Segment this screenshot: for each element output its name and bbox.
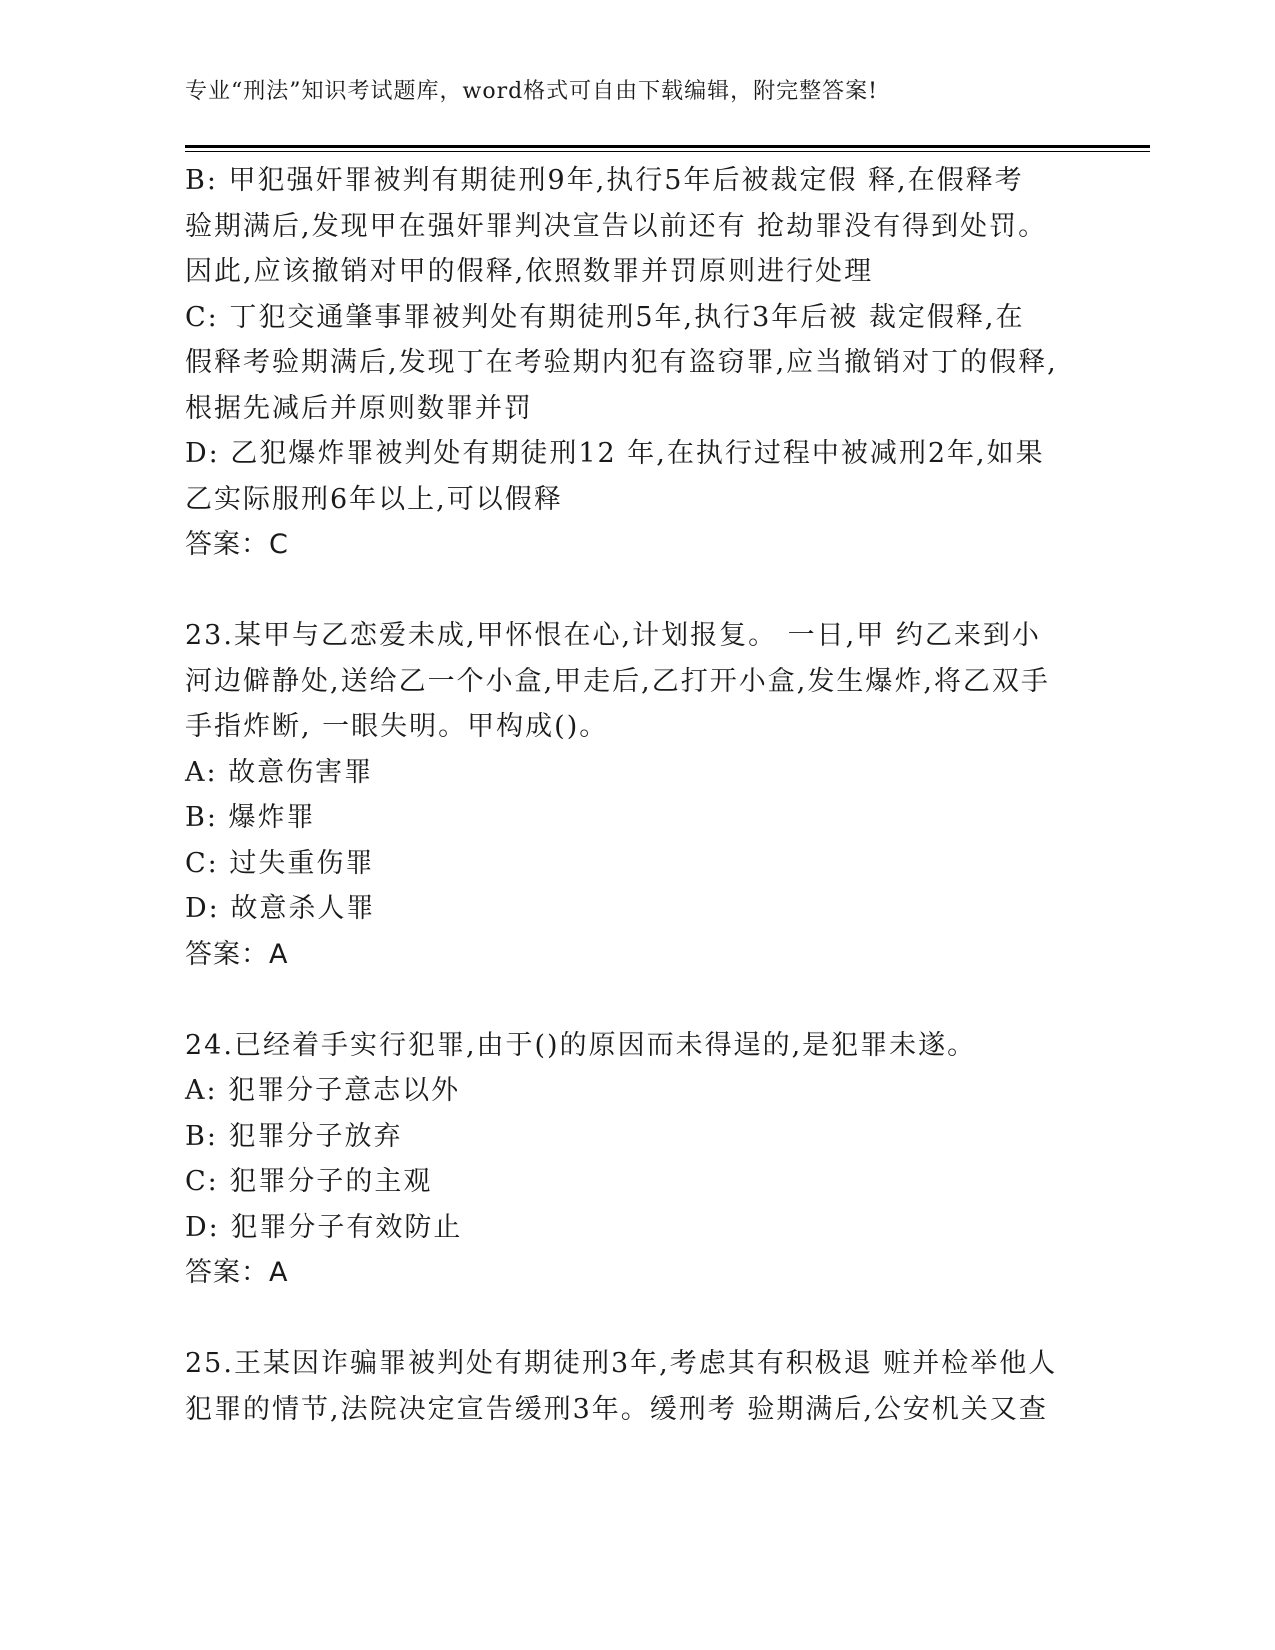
option-c: C: 犯罪分子的主观 [185, 1166, 433, 1197]
question-stem-line: 犯罪的情节,法院决定宣告缓刑3年。缓刑考 验期满后,公安机关又查 [185, 1393, 1048, 1425]
header-rule-thin [185, 151, 1150, 152]
question-stem-line: 23.某甲与乙恋爱未成,甲怀恨在心,计划报复。 一日,甲 约乙来到小 [185, 620, 1041, 651]
question-stem-line: 24.已经着手实行犯罪,由于()的原因而未得逞的,是犯罪未遂。 [185, 1029, 977, 1061]
question-stem-line: 25.王某因诈骗罪被判处有期徒刑3年,考虑其有积极退 赃并检举他人 [185, 1348, 1058, 1379]
question-24 [185, 1023, 1085, 1296]
question-23-answer: 答案：A [185, 938, 289, 970]
text-line: D: 乙犯爆炸罪被判处有期徒刑12 年,在执行过程中被减刑2年,如果 [185, 438, 1045, 469]
option-a: A: 犯罪分子意志以外 [185, 1075, 461, 1106]
text-line: B: 甲犯强奸罪被判有期徒刑9年,执行5年后被裁定假 释,在假释考 [185, 165, 1024, 196]
question-23 [185, 613, 1085, 977]
option-b: B: 爆炸罪 [185, 802, 316, 833]
page-header: 专业“刑法”知识考试题库，word格式可自由下载编辑，附完整答案! [185, 79, 879, 104]
text-line: 根据先减后并原则数罪并罚 [185, 392, 533, 424]
question-24-answer: 答案：A [185, 1257, 289, 1288]
spacer [185, 977, 1085, 1023]
text-line: 假释考验期满后,发现丁在考验期内犯有盗窃罪,应当撤销对丁的假释, [185, 347, 1058, 378]
text-line: 乙实际服刑6年以上,可以假释 [185, 483, 563, 515]
question-25 [185, 1341, 1085, 1432]
question-22-option-b [185, 158, 1085, 295]
document-body [185, 158, 1085, 1432]
text-line: 因此,应该撤销对甲的假释,依照数罪并罚原则进行处理 [185, 256, 874, 287]
question-22-option-c [185, 295, 1085, 432]
question-stem-line: 河边僻静处,送给乙一个小盒,甲走后,乙打开小盒,发生爆炸,将乙双手 [185, 665, 1050, 697]
question-22-answer: 答案：C [185, 529, 289, 560]
spacer [185, 1296, 1085, 1342]
text-line: 验期满后,发现甲在强奸罪判决宣告以前还有 抢劫罪没有得到处罚。 [185, 210, 1048, 242]
text-line: C: 丁犯交通肇事罪被判处有期徒刑5年,执行3年后被 裁定假释,在 [185, 301, 1025, 333]
option-c: C: 过失重伤罪 [185, 847, 375, 879]
question-22-option-d [185, 431, 1085, 522]
option-b: B: 犯罪分子放弃 [185, 1120, 403, 1152]
option-d: D: 犯罪分子有效防止 [185, 1211, 463, 1243]
header-rule-thick [185, 145, 1150, 148]
option-d: D: 故意杀人罪 [185, 893, 376, 924]
question-stem-line: 手指炸断, 一眼失明。甲构成()。 [185, 711, 609, 742]
option-a: A: 故意伤害罪 [185, 756, 374, 788]
spacer [185, 568, 1085, 614]
